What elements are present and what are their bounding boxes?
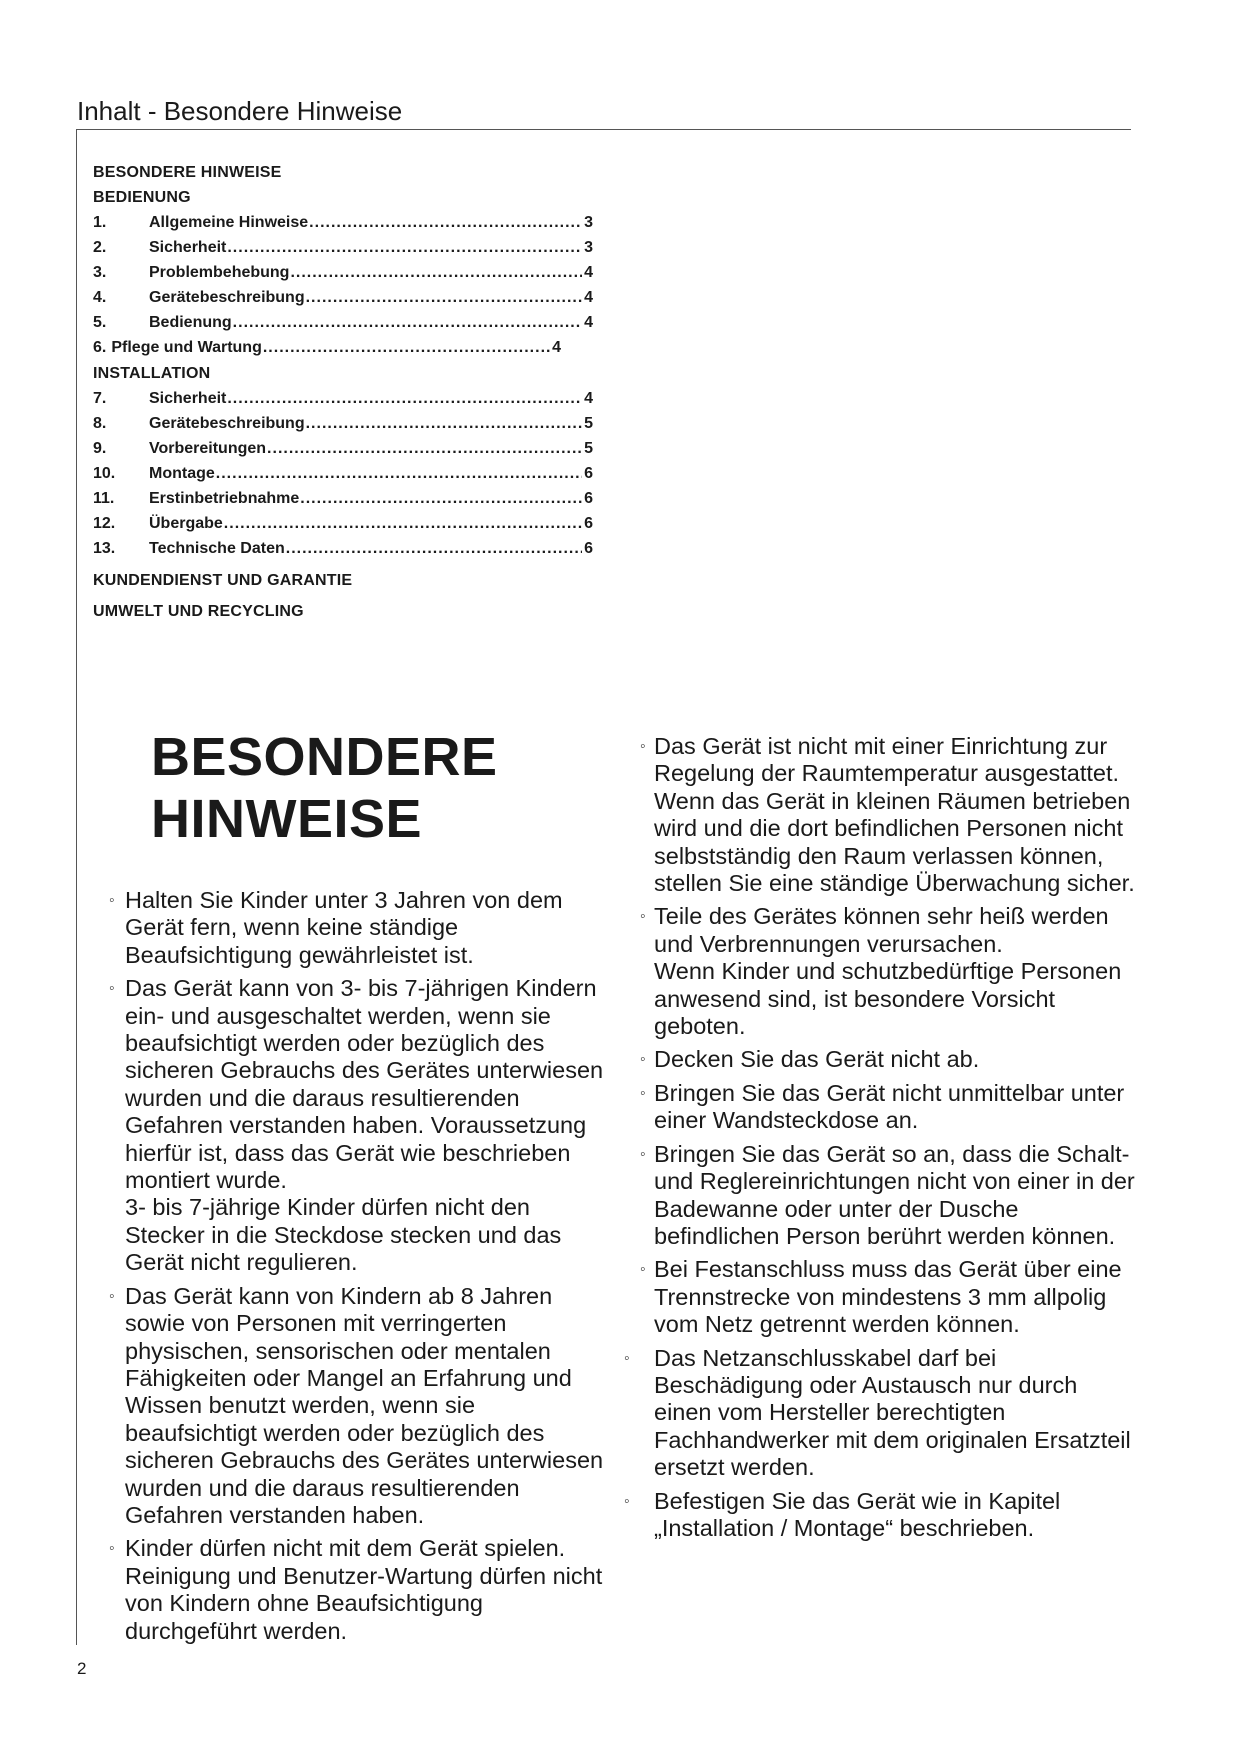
toc-section-umwelt[interactable]: UMWELT UND RECYCLING	[93, 603, 304, 620]
toc-entry-page: 3	[584, 239, 593, 256]
note-item	[109, 1283, 609, 1530]
toc-leader-dots	[233, 310, 582, 335]
toc-entry-number: 9.	[93, 440, 107, 457]
toc-entry-label: Sicherheit	[149, 239, 227, 256]
note-text: Das Gerät ist nicht mit einer Einrichtung zur Regelung der Raumtemperatur ausgestattet. Wenn das Gerät in kleinen Räumen betrieben wird und die dort befindlichen Personen nicht selbstständig den Raum verlassen können, stellen Sie eine ständige Überwachung sicher.	[654, 733, 1135, 897]
toc-entry-number: 8.	[93, 415, 107, 432]
note-text: Kinder dürfen nicht mit dem Gerät spielen. Reinigung und Benutzer-Wartung dürfen nicht von Kindern ohne Beaufsichtigung durchgeführt werden.	[125, 1535, 603, 1644]
toc-entry-label: Montage	[149, 465, 215, 482]
toc-entry-page: 5	[584, 415, 593, 432]
toc-entry[interactable]	[93, 436, 593, 461]
toc-entry[interactable]	[93, 335, 561, 360]
toc-leader-dots	[306, 411, 582, 436]
bullet-icon: ◦	[640, 908, 646, 926]
toc-entry-number: 11.	[93, 490, 115, 507]
toc-entry-number: 3.	[93, 264, 107, 281]
toc-leader-dots	[309, 210, 582, 235]
note-text: Das Gerät kann von Kindern ab 8 Jahren sowie von Personen mit verringerten physischen, sensorischen oder mentalen Fähigkeiten oder Mangel an Erfahrung und Wissen benutzt werden, wenn sie beaufsichtigt werden oder bezüglich des sicheren Gebrauchs des Gerätes unterwiesen wurden und die daraus resultierenden Gefahren verstanden haben.	[125, 1282, 604, 1528]
bullet-icon: ◦	[640, 738, 646, 755]
toc-leader-dots	[224, 511, 582, 536]
note-item	[624, 1487, 1140, 1543]
toc-entry-number: 10.	[93, 465, 116, 482]
toc-entry-page: 5	[584, 440, 593, 457]
toc-leader-dots	[286, 536, 582, 561]
note-text-continued: 3- bis 7-jährige Kinder dürfen nicht den Stecker in die Steckdose stecken und das Gerät nicht regulieren.	[125, 1194, 562, 1276]
note-text: Das Netzanschlusskabel darf bei Beschädigung oder Austausch nur durch einen vom Hersteller berechtigten Fachhandwerker mit dem originalen Ersatzteil ersetzt werden.	[654, 1344, 1131, 1481]
bullet-icon: ◦	[109, 980, 115, 998]
note-text: Bringen Sie das Gerät so an, dass die Schalt- und Reglereinrichtungen nicht von einer in der Badewanne oder unter der Dusche befindlichen Person berührt werden können.	[654, 1140, 1135, 1249]
toc-entry-label: Vorbereitungen	[149, 440, 267, 457]
notes-left-column	[109, 887, 609, 1651]
toc-entry-label: Sicherheit	[149, 390, 227, 407]
toc-entry-page: 4	[552, 339, 561, 356]
toc-leader-dots	[300, 486, 582, 511]
bullet-icon: ◦	[109, 1287, 115, 1305]
toc-entry-page: 4	[584, 314, 593, 331]
toc-entry-page: 6	[584, 515, 593, 532]
bullet-icon: ◦	[640, 1051, 646, 1069]
toc-leader-dots	[216, 461, 582, 486]
toc-entry-page: 4	[584, 264, 593, 281]
toc-entry[interactable]	[93, 210, 593, 235]
note-item	[640, 1256, 1140, 1338]
toc-entry-label: Technische Daten	[149, 540, 285, 557]
toc-entry-number: 4.	[93, 289, 107, 306]
toc-entry[interactable]	[93, 511, 593, 536]
toc-entry[interactable]	[93, 461, 593, 486]
toc-entry[interactable]	[93, 536, 593, 561]
note-item	[109, 887, 609, 969]
toc-leader-dots	[227, 235, 582, 260]
toc-entry-number: 13.	[93, 540, 116, 557]
note-text: Bringen Sie das Gerät nicht unmittelbar unter einer Wandsteckdose an.	[654, 1079, 1125, 1134]
left-margin-rule	[76, 129, 77, 1645]
toc-entry-label: Gerätebeschreibung	[149, 415, 305, 432]
toc-entry-page: 6	[584, 490, 593, 507]
toc-entry-number: 12.	[93, 515, 116, 532]
note-text: Das Gerät kann von 3- bis 7-jährigen Kindern ein- und ausgeschaltet werden, wenn sie beaufsichtigt werden oder bezüglich des sicheren Gebrauchs des Gerätes unterwiesen wurden und die daraus resultierenden Gefahren verstanden haben. Voraussetzung hierfür ist, dass das Gerät wie beschrieben montiert wurde.	[125, 975, 604, 1194]
note-item	[109, 1535, 609, 1645]
toc-section-besondere-hinweise[interactable]: BESONDERE HINWEISE	[93, 164, 282, 181]
section-heading-line-2: HINWEISE	[151, 789, 423, 849]
header-divider	[76, 129, 1131, 130]
toc-entry-label: Erstinbetriebnahme	[149, 490, 300, 507]
bullet-icon: ◦	[640, 1261, 646, 1279]
toc-entry[interactable]	[93, 235, 593, 260]
bullet-icon: ◦	[640, 1084, 646, 1102]
note-text: Befestigen Sie das Gerät wie in Kapitel „Installation / Montage“ beschrieben.	[654, 1487, 1061, 1541]
toc-leader-dots	[306, 285, 582, 310]
section-heading-line-1: BESONDERE	[151, 727, 498, 787]
bullet-icon: ◦	[640, 1145, 646, 1163]
toc-entry-page: 6	[584, 540, 593, 557]
toc-leader-dots	[290, 260, 582, 285]
toc-leader-dots	[263, 335, 550, 360]
notes-right-column	[624, 733, 1140, 1548]
note-text-continued: Wenn Kinder und schutzbedürftige Personen anwesend sind, ist besondere Vorsicht geboten.	[654, 958, 1122, 1040]
note-item	[624, 1344, 1140, 1482]
toc-entry-page: 4	[584, 289, 593, 306]
toc-entry-number: 5.	[93, 314, 107, 331]
bullet-icon: ◦	[109, 1540, 115, 1558]
page-header-title: Inhalt - Besondere Hinweise	[77, 96, 403, 126]
toc-entry-label: Pflege und Wartung	[111, 339, 262, 356]
note-item	[640, 1141, 1140, 1251]
toc-entry[interactable]	[93, 260, 593, 285]
toc-entry-label: Übergabe	[149, 515, 223, 532]
note-text: Bei Festanschluss muss das Gerät über eine Trennstrecke von mindestens 3 mm allpolig vom Netz getrennt werden können.	[654, 1256, 1122, 1338]
toc-entry[interactable]	[93, 310, 593, 335]
note-item	[109, 975, 609, 1276]
toc-entry-number: 1.	[93, 214, 107, 231]
toc-entry-label: Bedienung	[149, 314, 232, 331]
toc-entry-label: Gerätebeschreibung	[149, 289, 305, 306]
toc-leader-dots	[227, 386, 582, 411]
toc-section-installation[interactable]: INSTALLATION	[93, 365, 211, 382]
toc-entry-number: 6.	[93, 339, 107, 356]
toc-entry-number: 2.	[93, 239, 107, 256]
note-text: Decken Sie das Gerät nicht ab.	[654, 1046, 980, 1073]
toc-entry-page: 3	[584, 214, 593, 231]
note-item	[640, 733, 1140, 897]
toc-entry-label: Allgemeine Hinweise	[149, 214, 309, 231]
toc-entry[interactable]	[93, 285, 593, 310]
note-item	[640, 903, 1140, 1040]
toc-entry-number: 7.	[93, 390, 107, 407]
toc-entry-page: 6	[584, 465, 593, 482]
section-heading	[151, 726, 498, 850]
toc-entry-label: Problembehebung	[149, 264, 290, 281]
toc-leader-dots	[267, 436, 582, 461]
page-number: 2	[77, 1659, 87, 1678]
toc-entry[interactable]	[93, 486, 593, 511]
bullet-icon: ◦	[109, 892, 115, 909]
toc-section-bedienung[interactable]: BEDIENUNG	[93, 189, 191, 206]
toc-entry[interactable]	[93, 386, 593, 411]
note-item	[640, 1046, 1140, 1073]
table-of-contents	[93, 160, 593, 627]
toc-entry-page: 4	[584, 390, 593, 407]
bullet-icon: ◦	[624, 1492, 630, 1510]
toc-section-kundendienst[interactable]: KUNDENDIENST UND GARANTIE	[93, 572, 353, 589]
note-text: Halten Sie Kinder unter 3 Jahren von dem Gerät fern, wenn keine ständige Beaufsichtigung gewährleistet ist.	[125, 887, 563, 968]
note-item	[640, 1080, 1140, 1135]
bullet-icon: ◦	[624, 1349, 630, 1367]
toc-entry[interactable]	[93, 411, 593, 436]
note-text: Teile des Gerätes können sehr heiß werden und Verbrennungen verursachen.	[654, 903, 1109, 957]
